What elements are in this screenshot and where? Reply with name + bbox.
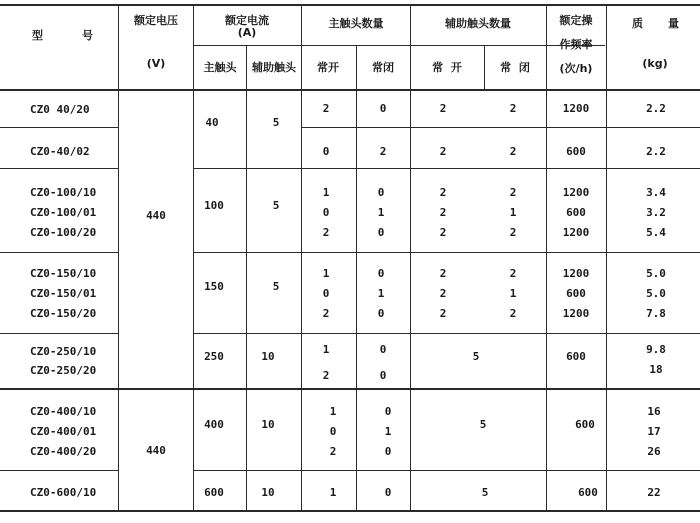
aux-open-cell: 2 [439, 102, 447, 115]
row-rule [301, 127, 700, 128]
normally-open-cell: 0 [322, 206, 330, 219]
model-cell: CZ0-150/10 [30, 267, 97, 280]
row-rule [0, 168, 118, 169]
normally-open-cell: 0 [322, 287, 330, 300]
mass-cell: 2.2 [646, 145, 666, 158]
header-current-unit: (A) [237, 26, 257, 39]
model-cell: CZ0-150/01 [30, 287, 97, 300]
normally-open-cell: 2 [322, 369, 330, 382]
model-cell: CZ0 40/20 [30, 103, 90, 116]
normally-closed-cell: 0 [379, 343, 387, 356]
main-current-cell: 100 [204, 199, 224, 212]
normally-closed-cell: 0 [384, 405, 392, 418]
section-rule [0, 388, 700, 390]
model-cell: CZ0-100/10 [30, 186, 97, 199]
aux-current-cell: 5 [272, 199, 280, 212]
header-sub-rule [193, 45, 605, 46]
frequency-cell: 1200 [562, 267, 590, 280]
aux-merged-cell: 5 [481, 486, 489, 499]
col-divider [484, 46, 485, 89]
row-rule [193, 470, 700, 471]
table-bottom-rule [0, 510, 700, 512]
header-freq-line1: 额定操 [559, 14, 593, 27]
model-cell: CZ0-400/20 [30, 445, 97, 458]
row-rule [0, 252, 118, 253]
header-mass-char2: 量 [668, 17, 679, 30]
frequency-cell: 600 [566, 350, 586, 363]
normally-closed-cell: 0 [384, 445, 392, 458]
frequency-cell: 600 [575, 418, 595, 431]
model-cell: CZ0-40/02 [30, 145, 90, 158]
normally-open-cell: 2 [322, 307, 330, 320]
aux-open-cell: 2 [439, 186, 447, 199]
header-mass-char1: 质 [632, 17, 643, 30]
frequency-cell: 600 [566, 206, 586, 219]
main-current-cell: 600 [204, 486, 224, 499]
header-bottom-rule [0, 89, 700, 91]
normally-closed-cell: 1 [377, 206, 385, 219]
normally-closed-cell: 0 [377, 186, 385, 199]
header-freq-unit: (次/h) [559, 62, 593, 75]
main-current-cell: 150 [204, 280, 224, 293]
frequency-cell: 600 [578, 486, 598, 499]
model-cell: CZ0-100/01 [30, 206, 97, 219]
normally-open-cell: 1 [322, 343, 330, 356]
normally-closed-cell: 0 [377, 267, 385, 280]
normally-open-cell: 1 [329, 486, 337, 499]
col-divider [356, 46, 357, 510]
col-divider [118, 5, 119, 510]
normally-open-cell: 1 [329, 405, 337, 418]
mass-cell: 3.2 [646, 206, 666, 219]
header-model-char2: 号 [82, 29, 93, 42]
header-mass-unit: (kg) [642, 57, 668, 70]
header-aux-contact: 辅助触头 [252, 61, 296, 74]
aux-current-cell: 5 [272, 116, 280, 129]
mass-cell: 16 [647, 405, 661, 418]
mass-cell: 2.2 [646, 102, 666, 115]
header-voltage: 额定电压 [134, 14, 178, 27]
header-current: 额定电流 [225, 14, 269, 27]
voltage-cell: 440 [146, 209, 166, 222]
mass-cell: 26 [647, 445, 661, 458]
normally-open-cell: 2 [322, 226, 330, 239]
header-aux-normally-open: 常 开 [432, 61, 462, 74]
model-cell: CZ0-250/20 [30, 364, 97, 377]
frequency-cell: 1200 [562, 307, 590, 320]
normally-open-cell: 2 [329, 445, 337, 458]
aux-closed-cell: 2 [509, 307, 517, 320]
aux-closed-cell: 1 [509, 206, 517, 219]
aux-open-cell: 2 [439, 267, 447, 280]
header-normally-open: 常开 [317, 61, 339, 74]
model-cell: CZ0-400/10 [30, 405, 97, 418]
normally-open-cell: 1 [322, 186, 330, 199]
model-cell: CZ0-250/10 [30, 345, 97, 358]
mass-cell: 17 [647, 425, 661, 438]
aux-open-cell: 2 [439, 206, 447, 219]
aux-closed-cell: 1 [509, 287, 517, 300]
main-current-cell: 40 [205, 116, 219, 129]
col-divider [246, 46, 247, 510]
col-divider [301, 5, 302, 510]
frequency-cell: 600 [566, 287, 586, 300]
aux-current-cell: 5 [272, 280, 280, 293]
aux-closed-cell: 2 [509, 102, 517, 115]
normally-closed-cell: 1 [377, 287, 385, 300]
frequency-cell: 1200 [562, 102, 590, 115]
mass-cell: 3.4 [646, 186, 666, 199]
mass-cell: 5.0 [646, 287, 666, 300]
row-rule [0, 333, 118, 334]
frequency-cell: 1200 [562, 186, 590, 199]
header-main-contact: 主触头 [203, 61, 237, 74]
table-top-rule [0, 4, 700, 6]
aux-current-cell: 10 [261, 350, 275, 363]
aux-current-cell: 10 [261, 486, 275, 499]
aux-current-cell: 10 [261, 418, 275, 431]
header-aux-count: 辅助触头数量 [445, 17, 511, 30]
normally-open-cell: 2 [322, 102, 330, 115]
aux-closed-cell: 2 [509, 186, 517, 199]
normally-closed-cell: 0 [377, 307, 385, 320]
row-rule [0, 127, 118, 128]
aux-closed-cell: 2 [509, 226, 517, 239]
header-freq-line2: 作频率 [559, 38, 593, 51]
aux-open-cell: 2 [439, 307, 447, 320]
aux-merged-cell: 5 [472, 350, 480, 363]
header-aux-normally-closed: 常 闭 [500, 61, 530, 74]
frequency-cell: 1200 [562, 226, 590, 239]
mass-cell: 5.0 [646, 267, 666, 280]
row-rule [193, 168, 700, 169]
header-model-char1: 型 [32, 29, 43, 42]
aux-open-cell: 2 [439, 226, 447, 239]
mass-cell: 9.8 [646, 343, 666, 356]
normally-closed-cell: 0 [379, 369, 387, 382]
mass-cell: 7.8 [646, 307, 666, 320]
header-main-count: 主触头数量 [328, 17, 384, 30]
model-cell: CZ0-400/01 [30, 425, 97, 438]
mass-cell: 5.4 [646, 226, 666, 239]
aux-closed-cell: 2 [509, 145, 517, 158]
aux-closed-cell: 2 [509, 267, 517, 280]
normally-open-cell: 0 [322, 145, 330, 158]
header-normally-closed: 常闭 [372, 61, 394, 74]
aux-open-cell: 2 [439, 287, 447, 300]
mass-cell: 18 [649, 363, 663, 376]
mass-cell: 22 [647, 486, 661, 499]
normally-closed-cell: 0 [377, 226, 385, 239]
normally-open-cell: 1 [322, 267, 330, 280]
aux-open-cell: 2 [439, 145, 447, 158]
col-divider [606, 5, 607, 510]
voltage-cell: 440 [146, 444, 166, 457]
col-divider [410, 5, 411, 510]
normally-closed-cell: 2 [379, 145, 387, 158]
model-cell: CZ0-150/20 [30, 307, 97, 320]
frequency-cell: 600 [566, 145, 586, 158]
row-rule [0, 470, 118, 471]
aux-merged-cell: 5 [479, 418, 487, 431]
normally-closed-cell: 0 [384, 486, 392, 499]
normally-open-cell: 0 [329, 425, 337, 438]
header-voltage-unit: (V) [146, 57, 166, 70]
row-rule [193, 252, 700, 253]
normally-closed-cell: 0 [379, 102, 387, 115]
model-cell: CZ0-600/10 [30, 486, 97, 499]
model-cell: CZ0-100/20 [30, 226, 97, 239]
row-rule [193, 333, 700, 334]
col-divider [193, 5, 194, 510]
col-divider [546, 5, 547, 510]
main-current-cell: 250 [204, 350, 224, 363]
normally-closed-cell: 1 [384, 425, 392, 438]
main-current-cell: 400 [204, 418, 224, 431]
